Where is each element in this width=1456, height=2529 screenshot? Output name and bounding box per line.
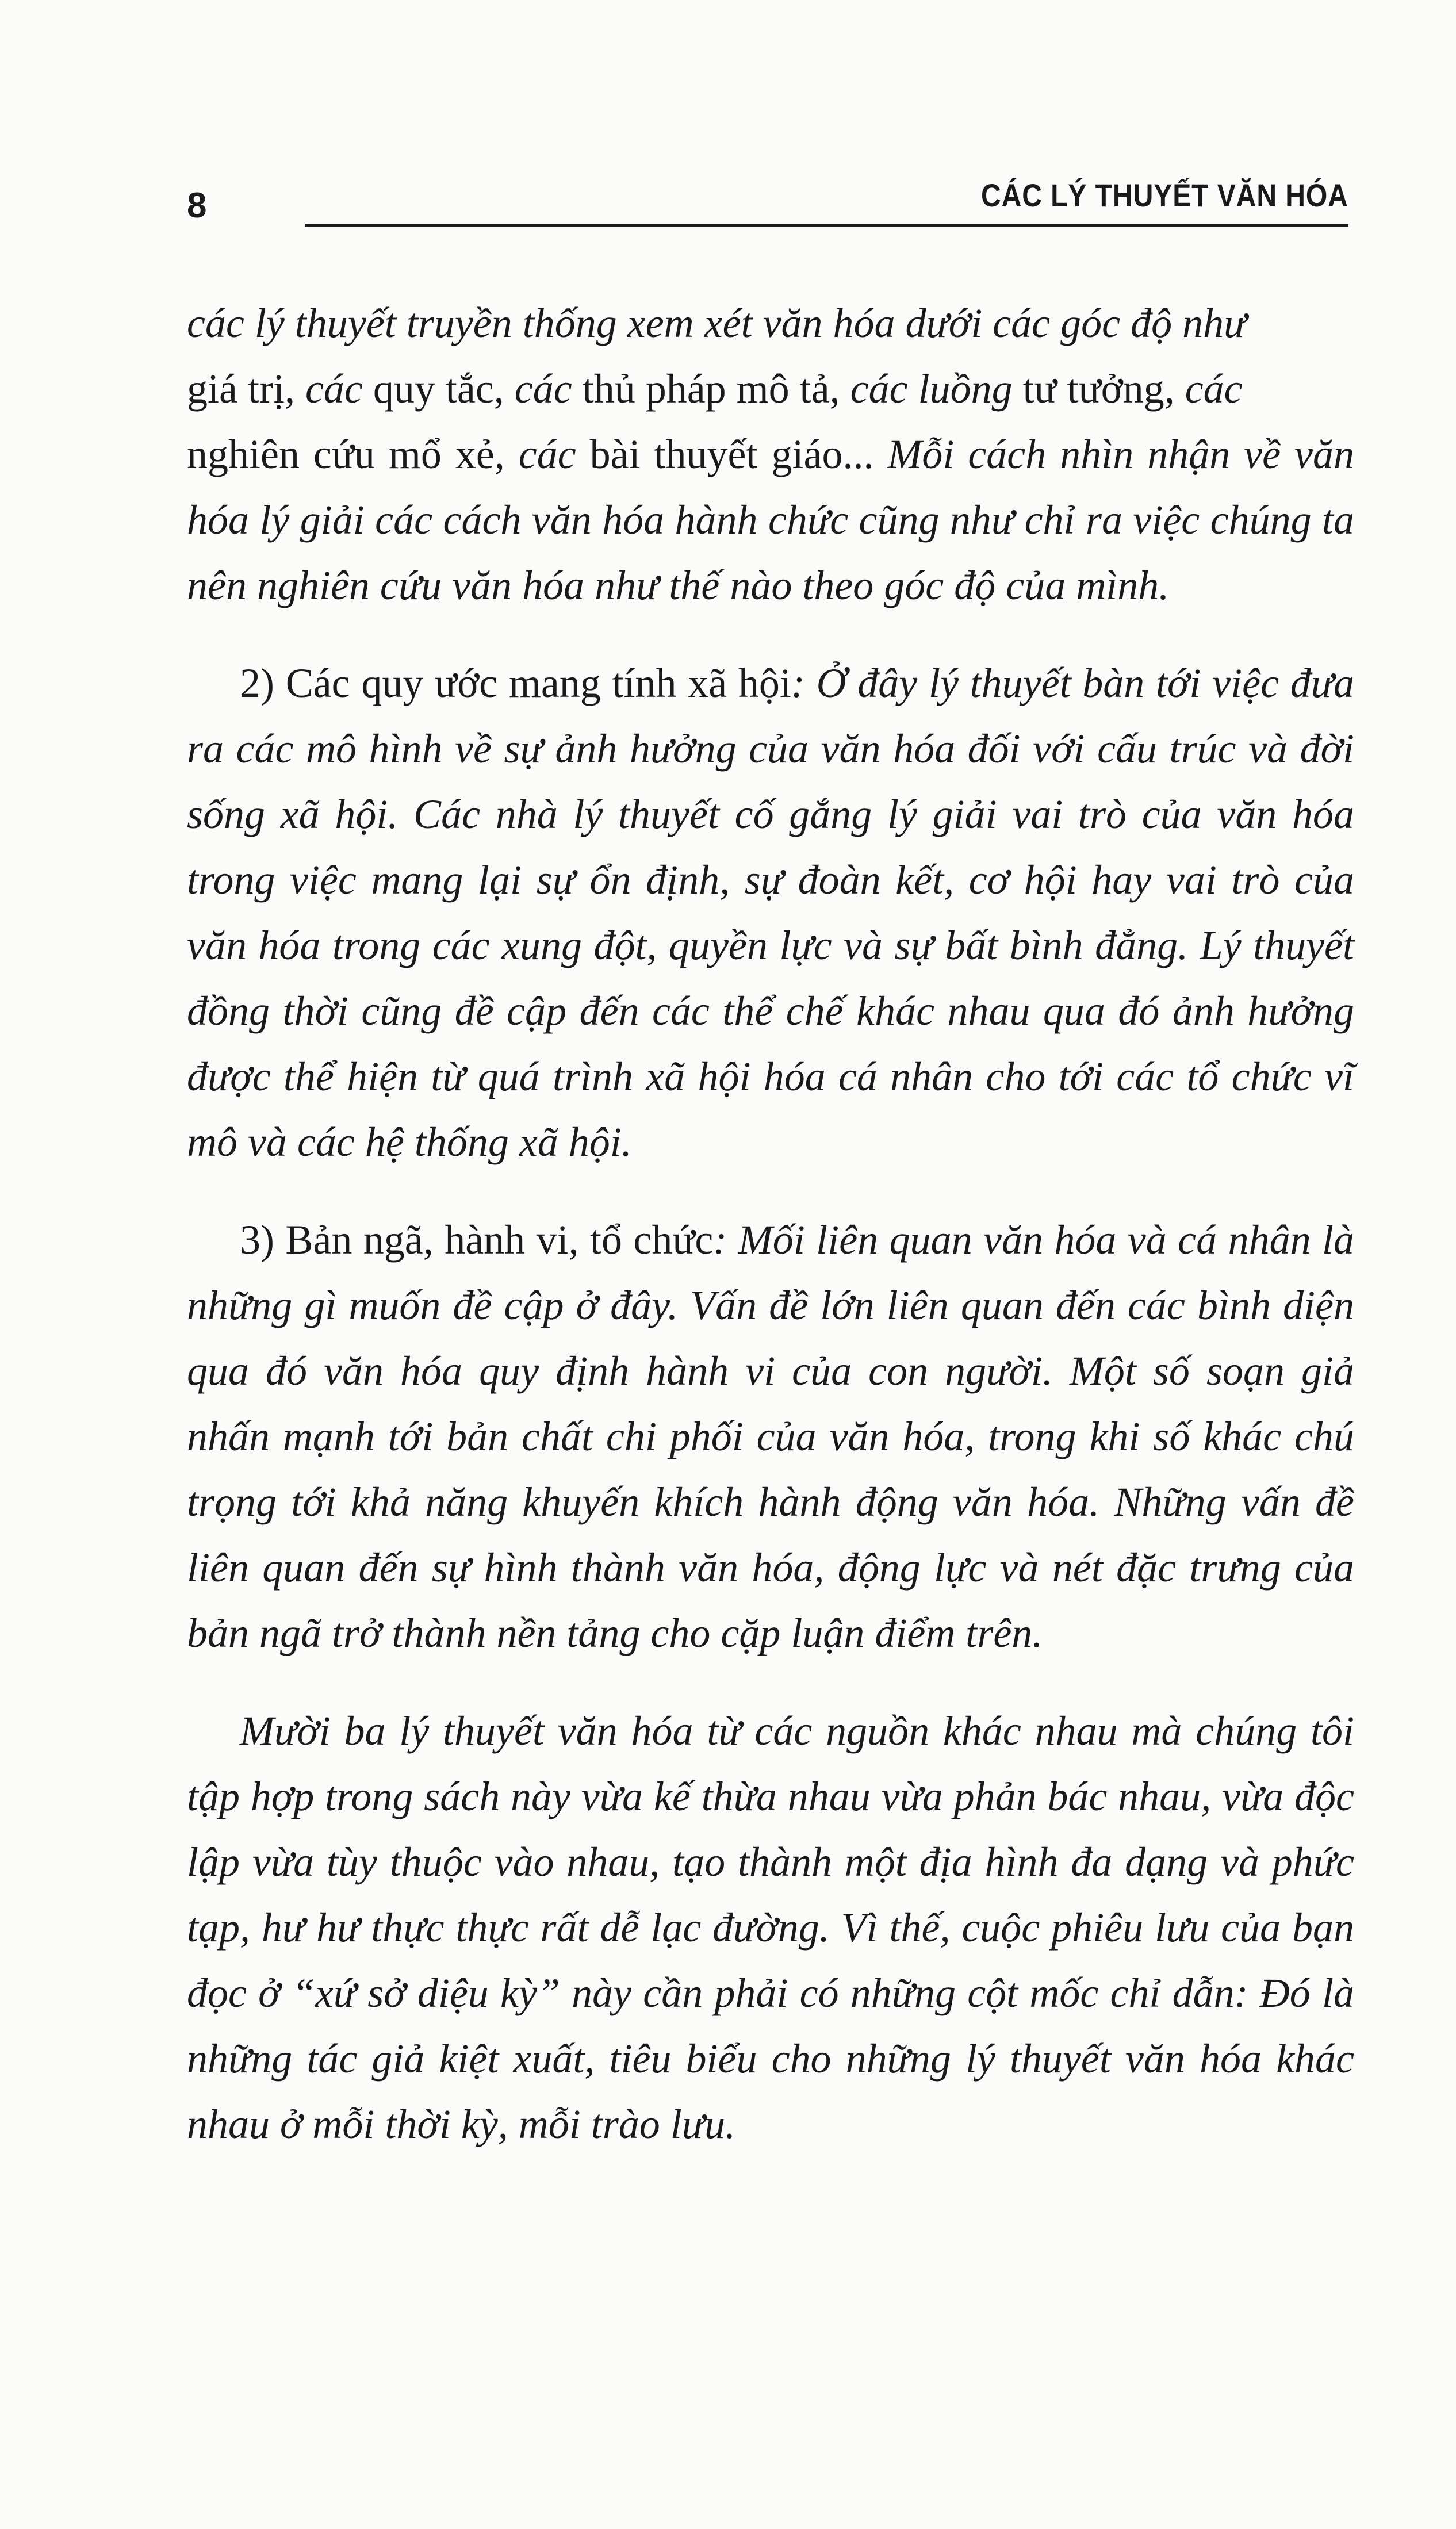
paragraph-1-span-11: các: [518, 431, 576, 477]
body-text: [187, 290, 1354, 2157]
page-number: 8: [187, 186, 207, 225]
paragraph-1-span-12: bài thuyết giáo...: [576, 431, 888, 477]
paragraph-3-body: : Mối liên quan văn hóa và cá nhân là những gì muốn đề cập ở đây. Vấn đề lớn liên quan đến các bình diện qua đó văn hóa quy định hành vi của con người. Một số soạn giả nhấn mạnh tới bản chất chi phối của văn hóa, trong khi số khác chú trọng tới khả năng khuyến khích hành động văn hóa. Những vấn đề liên quan đến sự hình thành văn hóa, động lực và nét đặc trưng của bản ngã trở thành nền tảng cho cặp luận điểm trên.: [187, 1217, 1354, 1656]
page-header: [187, 173, 1348, 236]
paragraph-1-span-4: quy tắc,: [362, 366, 515, 412]
paragraph-1-span-7: các luồng: [850, 366, 1013, 412]
paragraph-3-lead: 3) Bản ngã, hành vi, tổ chức: [240, 1217, 714, 1263]
paragraph-2-lead: 2) Các quy ước mang tính xã hội: [240, 660, 791, 706]
paragraph-3: [187, 1207, 1354, 1666]
paragraph-1-span-10: nghiên cứu mổ xẻ,: [187, 431, 519, 477]
paragraph-2: [187, 650, 1354, 1175]
paragraph-4: Mười ba lý thuyết văn hóa từ các nguồn khác nhau mà chúng tôi tập hợp trong sách này vừa kế thừa nhau vừa phản bác nhau, vừa độc lập vừa tùy thuộc vào nhau, tạo thành một địa hình đa dạng và phức tạp, hư hư thực thực rất dễ lạc đường. Vì thế, cuộc phiêu lưu của bạn đọc ở “xứ sở diệu kỳ” này cần phải có những cột mốc chỉ dẫn: Đó là những tác giả kiệt xuất, tiêu biểu cho những lý thuyết văn hóa khác nhau ở mỗi thời kỳ, mỗi trào lưu.: [187, 1708, 1354, 2147]
paragraph-2-body: : Ở đây lý thuyết bàn tới việc đưa ra các mô hình về sự ảnh hưởng của văn hóa đối với cấu trúc và đời sống xã hội. Các nhà lý thuyết cố gắng lý giải vai trò của văn hóa trong việc mang lại sự ổn định, sự đoàn kết, cơ hội hay vai trò của văn hóa trong các xung đột, quyền lực và sự bất bình đẳng. Lý thuyết đồng thời cũng đề cập đến các thể chế khác nhau qua đó ảnh hưởng được thể hiện từ quá trình xã hội hóa cá nhân cho tới các tổ chức vĩ mô và các hệ thống xã hội.: [187, 660, 1355, 1165]
paragraph-1-span-8: tư tưởng,: [1012, 366, 1185, 412]
paragraph-1-span-2: giá trị,: [187, 366, 305, 412]
paragraph-1-span-3: các: [305, 366, 363, 412]
paragraph-1-span-5: các: [514, 366, 572, 412]
paragraph-1-span-9: các: [1185, 366, 1243, 412]
header-rule: [305, 224, 1348, 227]
paragraph-1-span-13: Mỗi cách nhìn nhận về văn hóa lý giải các cách văn hóa hành chức cũng như chỉ ra việc chúng ta nên nghiên cứu văn hóa như thế nào theo góc độ của mình.: [187, 431, 1354, 608]
paragraph-1: [187, 290, 1354, 618]
paragraph-1-span-6: thủ pháp mô tả,: [572, 366, 850, 412]
paragraph-1-line-1: các lý thuyết truyền thống xem xét văn hóa dưới các góc độ như: [187, 300, 1247, 346]
running-title: CÁC LÝ THUYẾT VĂN HÓA: [981, 177, 1348, 213]
